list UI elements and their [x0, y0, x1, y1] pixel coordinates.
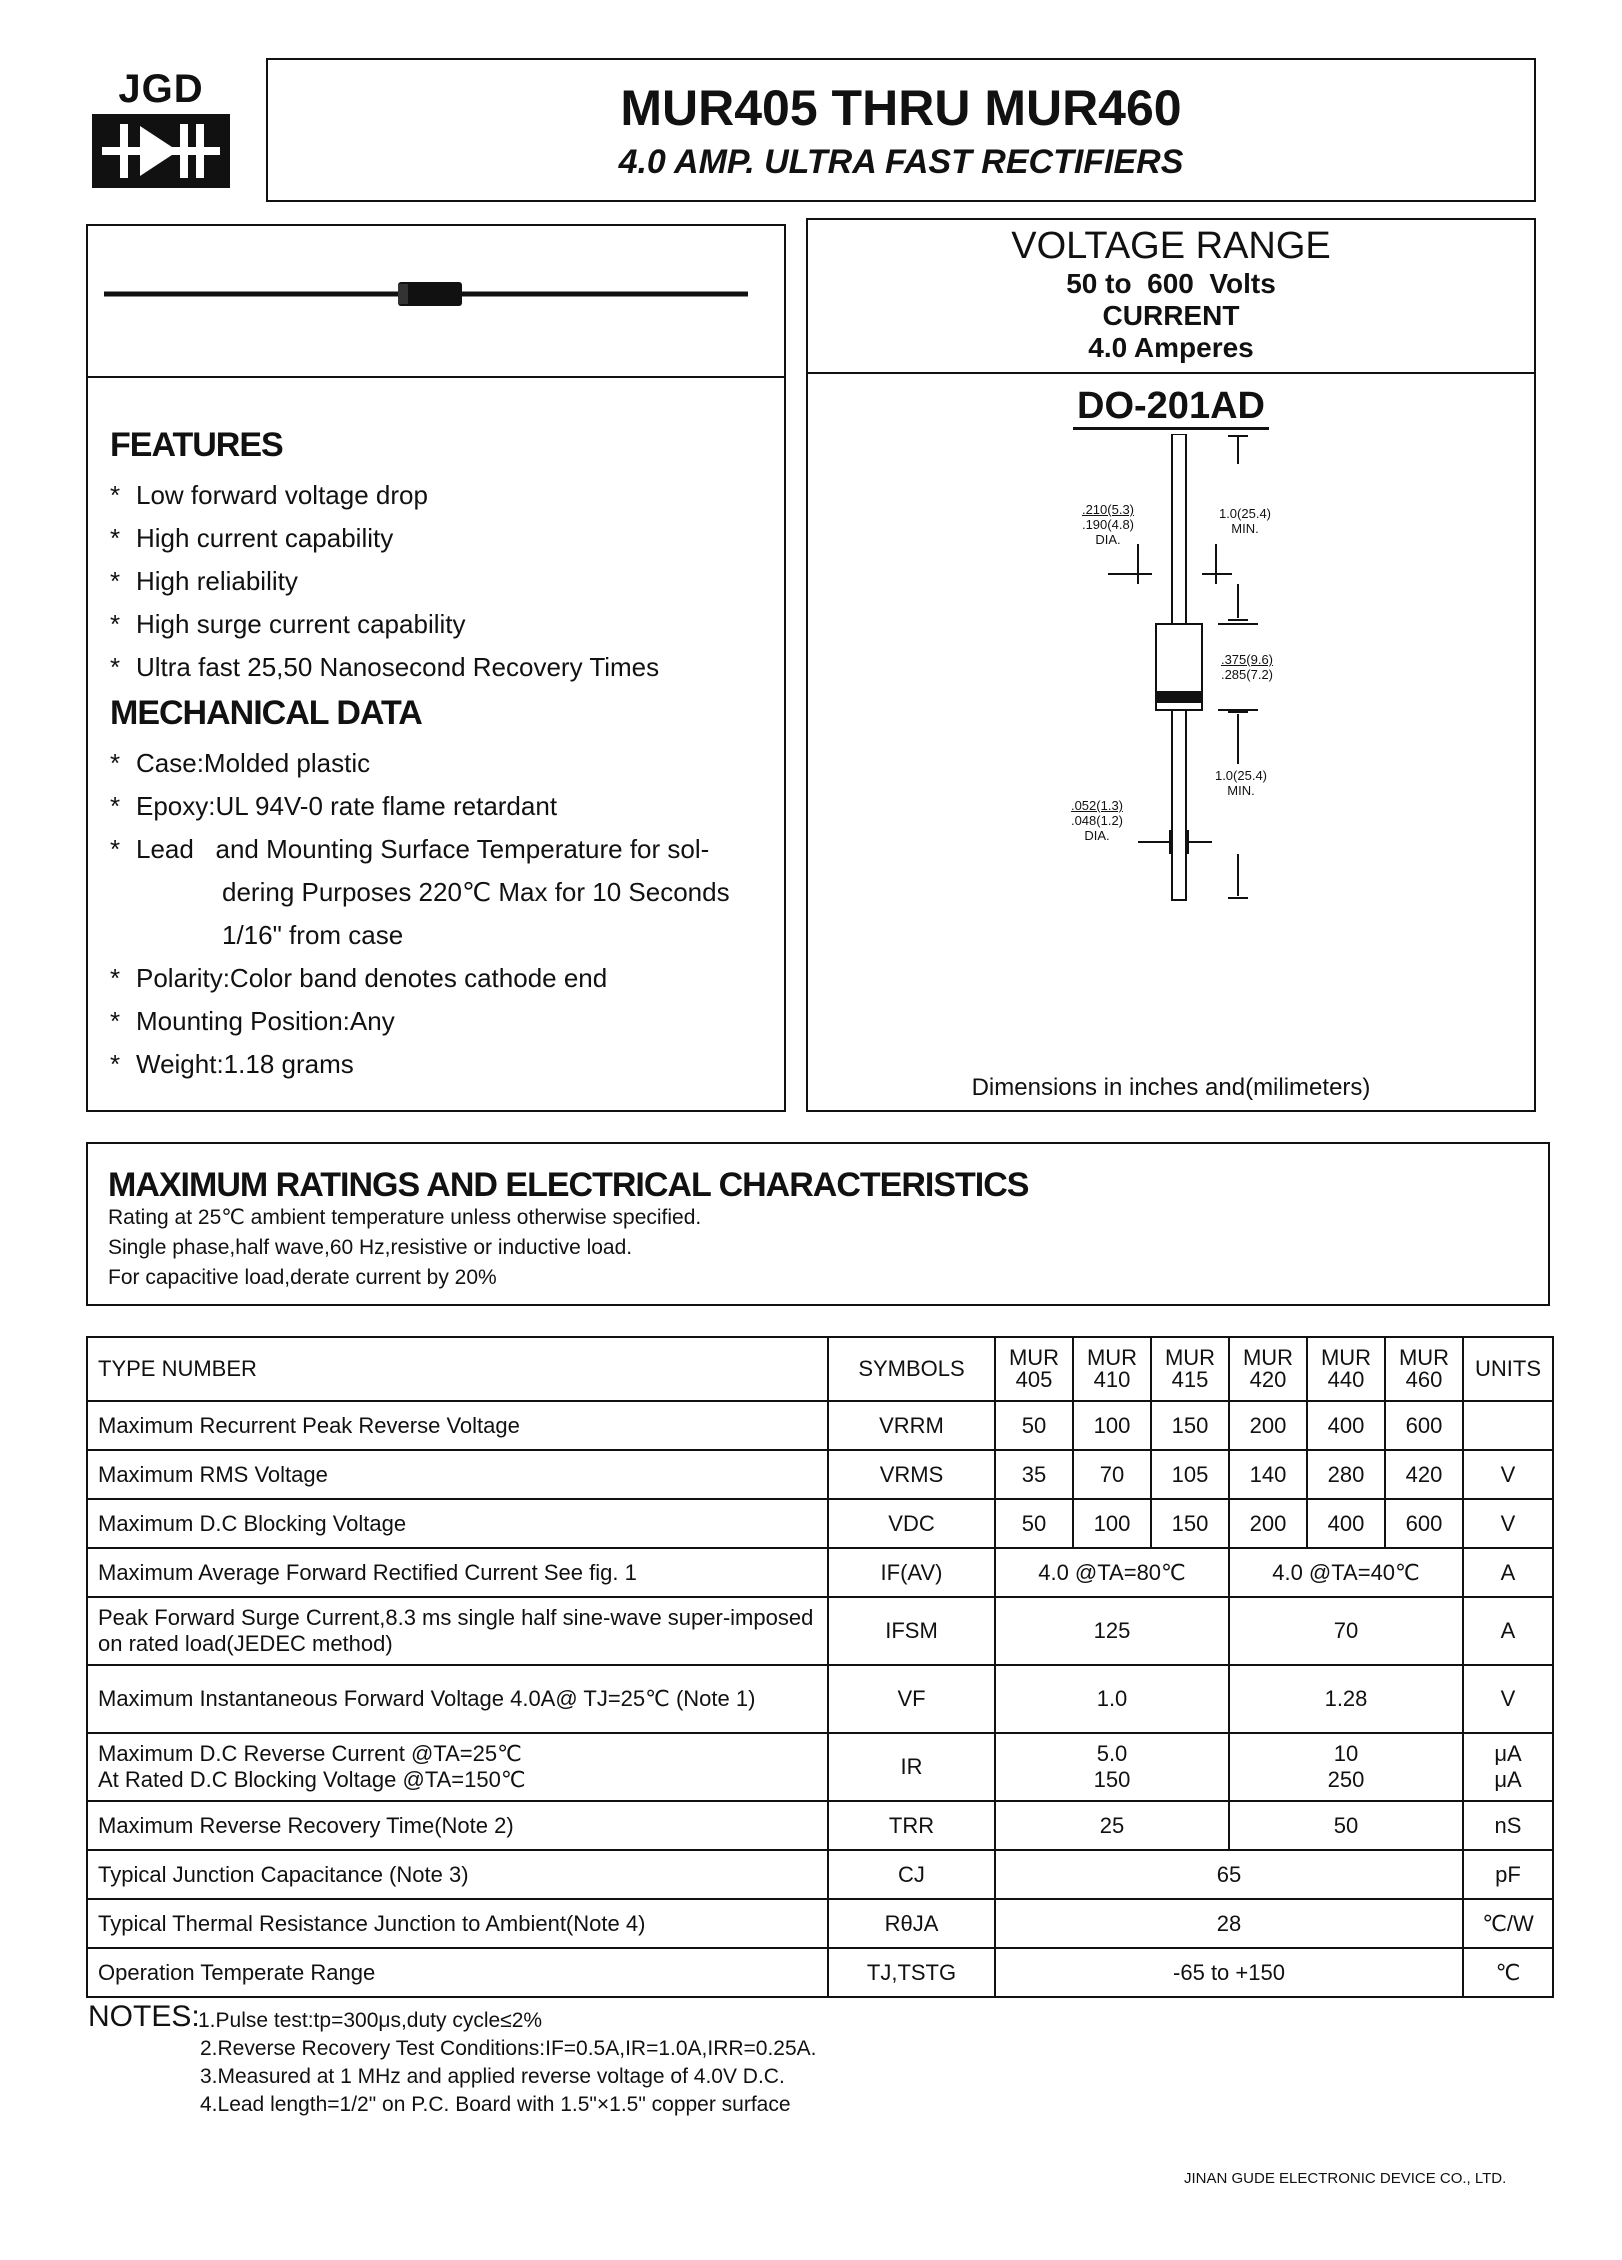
header-part: MUR 410	[1073, 1337, 1151, 1401]
cell-value: 200	[1229, 1401, 1307, 1450]
ratings-note: Single phase,half wave,60 Hz,resistive or inductive load.	[108, 1236, 633, 1259]
dim-body-dia: .210(5.3) .190(4.8) DIA.	[1081, 502, 1135, 547]
logo-text: JGD	[118, 67, 204, 111]
row-symbol: CJ	[828, 1850, 995, 1899]
cell-value: 600	[1385, 1499, 1463, 1548]
voltage-range-box	[806, 218, 1536, 374]
cell-value: 50	[995, 1499, 1073, 1548]
table-row	[87, 1850, 1553, 1899]
cell-value: 280	[1307, 1450, 1385, 1499]
cell-value: 35	[995, 1450, 1073, 1499]
row-symbol: RθJA	[828, 1899, 995, 1948]
diode-logo-icon	[92, 114, 230, 188]
cell-value: 50	[995, 1401, 1073, 1450]
row-unit: nS	[1463, 1801, 1553, 1850]
row-label: Maximum RMS Voltage	[87, 1450, 828, 1499]
mechanical-item: * Mounting Position:Any	[110, 1006, 395, 1036]
diode-image-box	[86, 224, 786, 378]
cell-value-group: 28	[995, 1899, 1463, 1948]
current-value: 4.0 Amperes	[1088, 332, 1254, 363]
header-part: MUR 440	[1307, 1337, 1385, 1401]
cell-value: 150	[1151, 1401, 1229, 1450]
cell-value-group: -65 to +150	[995, 1948, 1463, 1997]
row-label: Peak Forward Surge Current,8.3 ms single half sine-wave super-imposed on rated load(JEDEC method)	[87, 1597, 828, 1665]
note-item: 2.Reverse Recovery Test Conditions:IF=0.5A,IR=1.0A,IRR=0.25A.	[200, 2037, 817, 2060]
cell-value-group: 5.0 150	[995, 1733, 1229, 1801]
row-unit: A	[1463, 1597, 1553, 1665]
package-outline-drawing	[808, 434, 1534, 1034]
page-subtitle: 4.0 AMP. ULTRA FAST RECTIFIERS	[618, 143, 1184, 181]
mechanical-item-continuation: dering Purposes 220℃ Max for 10 Seconds	[222, 877, 730, 907]
dim-lead-length-top: 1.0(25.4) MIN.	[1218, 506, 1272, 536]
mechanical-item-continuation: 1/16" from case	[222, 920, 404, 950]
row-label: Maximum Average Forward Rectified Current See fig. 1	[87, 1548, 828, 1597]
feature-item: * High reliability	[110, 566, 298, 596]
table-row	[87, 1548, 1553, 1597]
package-name: DO-201AD	[808, 384, 1534, 428]
row-unit: μA μA	[1463, 1733, 1553, 1801]
row-label: Maximum Recurrent Peak Reverse Voltage	[87, 1401, 828, 1450]
voltage-range-title: VOLTAGE RANGE	[1011, 225, 1331, 267]
cell-value: 105	[1151, 1450, 1229, 1499]
dim-body-length: .375(9.6) .285(7.2)	[1220, 652, 1274, 682]
row-unit: ℃/W	[1463, 1899, 1553, 1948]
table-row	[87, 1733, 1553, 1801]
cell-value-group: 50	[1229, 1801, 1463, 1850]
row-symbol: IR	[828, 1733, 995, 1801]
feature-item: * Low forward voltage drop	[110, 480, 428, 510]
cell-value: 400	[1307, 1401, 1385, 1450]
feature-item: * High current capability	[110, 523, 394, 553]
table-row	[87, 1665, 1553, 1733]
notes-label: NOTES:	[88, 2000, 200, 2033]
dim-lead-length-bottom: 1.0(25.4) MIN.	[1214, 768, 1268, 798]
row-unit: ℃	[1463, 1948, 1553, 1997]
table-row	[87, 1801, 1553, 1850]
header-symbols: SYMBOLS	[828, 1337, 995, 1401]
row-symbol: VDC	[828, 1499, 995, 1548]
row-symbol: IF(AV)	[828, 1548, 995, 1597]
row-unit	[1463, 1401, 1553, 1450]
header-part: MUR 460	[1385, 1337, 1463, 1401]
features-heading: FEATURES	[110, 426, 283, 464]
table-row	[87, 1450, 1553, 1499]
cell-value-group: 1.28	[1229, 1665, 1463, 1733]
company-logo	[92, 68, 230, 192]
mechanical-item: * Case:Molded plastic	[110, 748, 371, 778]
mechanical-item: * Lead and Mounting Surface Temperature for sol-	[110, 834, 710, 864]
title-box	[266, 58, 1536, 202]
header-units: UNITS	[1463, 1337, 1553, 1401]
cell-value: 100	[1073, 1401, 1151, 1450]
cell-value-group: 4.0 @TA=40℃	[1229, 1548, 1463, 1597]
cell-value-group: 1.0	[995, 1665, 1229, 1733]
row-label: Maximum Instantaneous Forward Voltage 4.0A@ TJ=25℃ (Note 1)	[87, 1665, 828, 1733]
cell-value: 70	[1073, 1450, 1151, 1499]
mechanical-item: * Polarity:Color band denotes cathode end	[110, 963, 608, 993]
characteristics-table	[86, 1336, 1554, 1998]
package-box	[806, 372, 1536, 1112]
table-row	[87, 1401, 1553, 1450]
row-symbol: TRR	[828, 1801, 995, 1850]
row-label: Maximum Reverse Recovery Time(Note 2)	[87, 1801, 828, 1850]
cell-value-group: 25	[995, 1801, 1229, 1850]
row-unit: V	[1463, 1450, 1553, 1499]
feature-item: * High surge current capability	[110, 609, 466, 639]
cell-value: 100	[1073, 1499, 1151, 1548]
current-label: CURRENT	[1102, 300, 1240, 331]
ratings-box	[86, 1142, 1550, 1306]
ratings-note: For capacitive load,derate current by 20%	[108, 1266, 497, 1289]
cell-value: 140	[1229, 1450, 1307, 1499]
cell-value-group: 125	[995, 1597, 1229, 1665]
header-type-number: TYPE NUMBER	[87, 1337, 828, 1401]
ratings-note: Rating at 25℃ ambient temperature unless otherwise specified.	[108, 1206, 702, 1229]
table-row	[87, 1948, 1553, 1997]
row-label: Typical Thermal Resistance Junction to Ambient(Note 4)	[87, 1899, 828, 1948]
row-label: Maximum D.C Blocking Voltage	[87, 1499, 828, 1548]
ratings-title: MAXIMUM RATINGS AND ELECTRICAL CHARACTERISTICS	[108, 1166, 1029, 1204]
page-title: MUR405 THRU MUR460	[620, 80, 1182, 136]
cell-value: 150	[1151, 1499, 1229, 1548]
table-row	[87, 1597, 1553, 1665]
row-label: Typical Junction Capacitance (Note 3)	[87, 1850, 828, 1899]
cell-value-group: 10 250	[1229, 1733, 1463, 1801]
row-unit: V	[1463, 1665, 1553, 1733]
cell-value-group: 65	[995, 1850, 1463, 1899]
row-unit: A	[1463, 1548, 1553, 1597]
note-item: 4.Lead length=1/2" on P.C. Board with 1.5"×1.5" copper surface	[200, 2093, 791, 2116]
mechanical-heading: MECHANICAL DATA	[110, 694, 422, 732]
cell-value-group: 70	[1229, 1597, 1463, 1665]
row-symbol: VRMS	[828, 1450, 995, 1499]
row-symbol: IFSM	[828, 1597, 995, 1665]
row-label: Operation Temperate Range	[87, 1948, 828, 1997]
mechanical-item: * Epoxy:UL 94V-0 rate flame retardant	[110, 791, 558, 821]
cell-value: 600	[1385, 1401, 1463, 1450]
note-item: 3.Measured at 1 MHz and applied reverse voltage of 4.0V D.C.	[200, 2065, 785, 2088]
table-row	[87, 1499, 1553, 1548]
header-part: MUR 405	[995, 1337, 1073, 1401]
row-unit: V	[1463, 1499, 1553, 1548]
features-panel	[86, 376, 786, 1112]
company-footer: JINAN GUDE ELECTRONIC DEVICE CO., LTD.	[1184, 2170, 1507, 2187]
header-part: MUR 420	[1229, 1337, 1307, 1401]
cell-value: 400	[1307, 1499, 1385, 1548]
cell-value-group: 4.0 @TA=80℃	[995, 1548, 1229, 1597]
table-row	[87, 1899, 1553, 1948]
feature-item: * Ultra fast 25,50 Nanosecond Recovery Times	[110, 652, 660, 682]
row-label: Maximum D.C Reverse Current @TA=25℃ At Rated D.C Blocking Voltage @TA=150℃	[87, 1733, 828, 1801]
header-part: MUR 415	[1151, 1337, 1229, 1401]
row-symbol: VRRM	[828, 1401, 995, 1450]
row-symbol: TJ,TSTG	[828, 1948, 995, 1997]
row-symbol: VF	[828, 1665, 995, 1733]
axial-diode-icon	[88, 226, 784, 376]
note-item: 1.Pulse test:tp=300μs,duty cycle≤2%	[198, 2009, 543, 2032]
table-header-row	[87, 1337, 1553, 1401]
mechanical-item: * Weight:1.18 grams	[110, 1049, 354, 1079]
voltage-range-value: 50 to 600 Volts	[1066, 268, 1276, 299]
row-unit: pF	[1463, 1850, 1553, 1899]
dimensions-note: Dimensions in inches and(milimeters)	[971, 1074, 1371, 1101]
dim-lead-dia: .052(1.3) .048(1.2) DIA.	[1070, 798, 1124, 843]
cell-value: 420	[1385, 1450, 1463, 1499]
cell-value: 200	[1229, 1499, 1307, 1548]
